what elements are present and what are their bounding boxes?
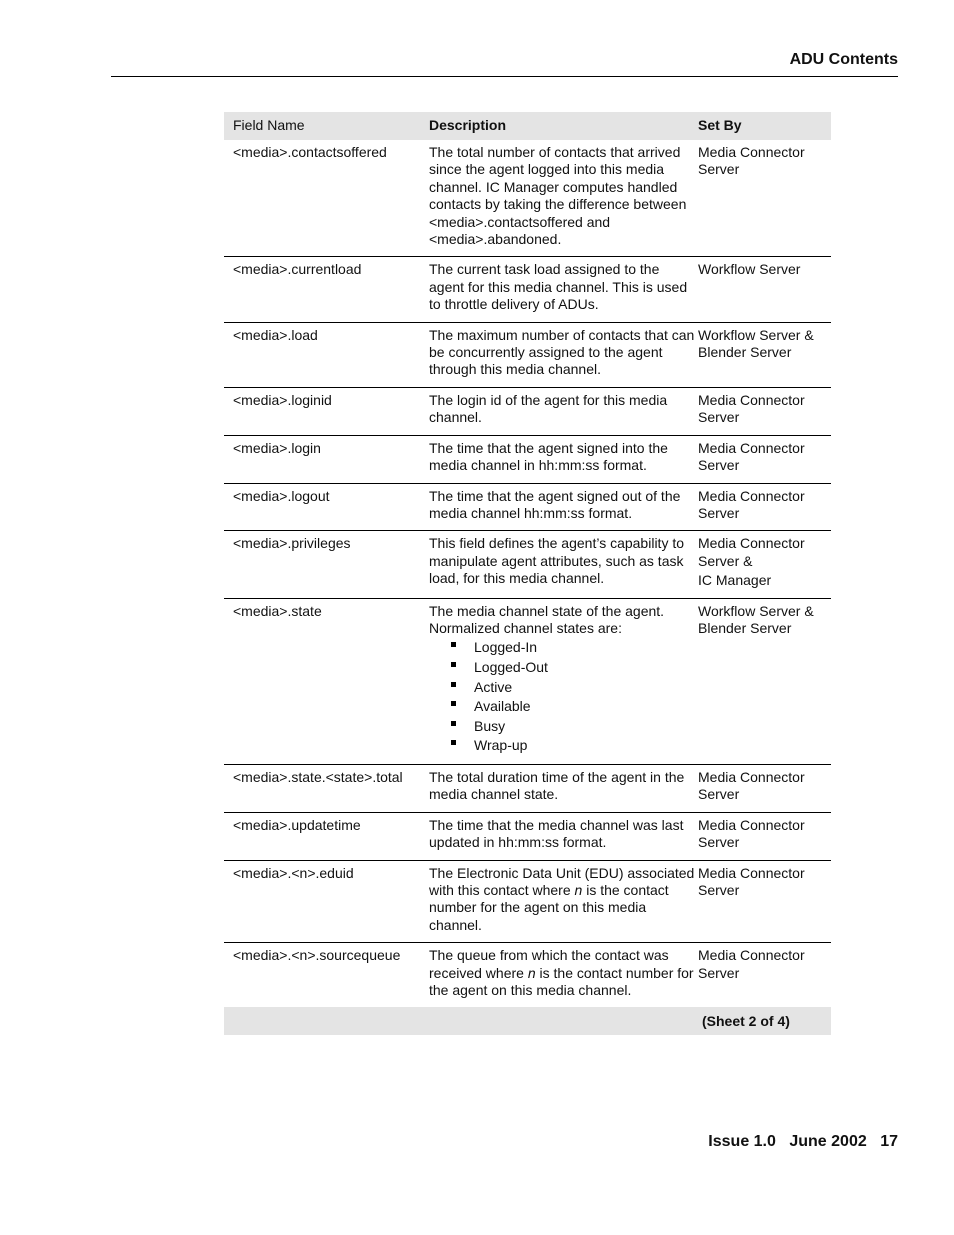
table-row: [224, 257, 831, 322]
column-header-set-by: Set By: [698, 112, 831, 140]
table-row: [224, 812, 831, 860]
list-item: Logged-In: [451, 638, 698, 658]
set-by-cell: Media Connector Server: [698, 483, 831, 531]
set-by-cell: Media Connector Server: [698, 812, 831, 860]
description-cell: [429, 598, 698, 764]
issue-label: Issue 1.0: [708, 1133, 776, 1150]
header-rule: [111, 76, 898, 77]
field-name-cell: <media>.contactsoffered: [224, 140, 429, 257]
description-cell: The current task load assigned to the agent for this media channel. This is used to throttle delivery of ADUs.: [429, 257, 698, 322]
description-cell: This field defines the agent’s capability to manipulate agent attributes, such as task load, for this media channel.: [429, 531, 698, 598]
set-by-line: Media Connector Server &: [698, 535, 805, 569]
list-item: Busy: [451, 717, 698, 737]
list-item: Active: [451, 678, 698, 698]
table-row: [224, 322, 831, 387]
footer-spacer: [224, 1007, 429, 1035]
field-name-cell: <media>.currentload: [224, 257, 429, 322]
set-by-cell: [698, 531, 831, 598]
field-name-cell: <media>.loginid: [224, 387, 429, 435]
field-name-cell: <media>.privileges: [224, 531, 429, 598]
table-header-row: [224, 112, 831, 140]
field-name-cell: <media>.login: [224, 435, 429, 483]
set-by-cell: Media Connector Server: [698, 140, 831, 257]
description-cell: The time that the media channel was last updated in hh:mm:ss format.: [429, 812, 698, 860]
table-row: [224, 435, 831, 483]
description-text: is the contact number for the agent on this media channel.: [429, 881, 669, 933]
variable-n: n: [574, 881, 583, 898]
description-cell: The time that the agent signed into the media channel in hh:mm:ss format.: [429, 435, 698, 483]
issue-date: June 2002: [789, 1133, 867, 1150]
table-row: [224, 483, 831, 531]
description-text: The media channel state of the agent. Normalized channel states are:: [429, 602, 665, 636]
list-item: Wrap-up: [451, 736, 698, 756]
list-item: Logged-Out: [451, 658, 698, 678]
set-by-cell: Media Connector Server: [698, 764, 831, 812]
column-header-description: Description: [429, 112, 698, 140]
page-number: 17: [880, 1133, 898, 1150]
description-cell: The time that the agent signed out of the media channel hh:mm:ss format.: [429, 483, 698, 531]
description-cell: The total number of contacts that arrived since the agent logged into this media channel. IC Manager computes handled contacts by taking the difference between <media>.contactsoffered and <media>.abandoned.: [429, 140, 698, 257]
channel-states-list: [429, 638, 698, 756]
column-header-field-name: Field Name: [224, 112, 429, 140]
description-cell: The total duration time of the agent in the media channel state.: [429, 764, 698, 812]
description-cell: The login id of the agent for this media channel.: [429, 387, 698, 435]
field-name-cell: <media>.state: [224, 598, 429, 764]
description-text: The queue from which the contact was received where: [429, 947, 669, 981]
field-name-cell: <media>.logout: [224, 483, 429, 531]
set-by-cell: Workflow Server & Blender Server: [698, 598, 831, 764]
variable-n: n: [527, 964, 536, 981]
description-cell: The maximum number of contacts that can be concurrently assigned to the agent through this media channel.: [429, 322, 698, 387]
field-name-cell: <media>.<n>.eduid: [224, 860, 429, 943]
adu-fields-table: [224, 112, 831, 1035]
set-by-line: IC Manager: [698, 572, 772, 589]
set-by-cell: Workflow Server & Blender Server: [698, 322, 831, 387]
table-row: [224, 598, 831, 764]
table-row: [224, 387, 831, 435]
description-text: is the contact number for the agent on this media channel.: [429, 964, 694, 998]
description-text: The Electronic Data Unit (EDU) associated with this contact where: [429, 864, 695, 898]
page-footer: [708, 1133, 898, 1151]
footer-spacer: [429, 1007, 698, 1035]
table-row: [224, 140, 831, 257]
description-cell: [429, 943, 698, 1008]
field-name-cell: <media>.<n>.sourcequeue: [233, 947, 401, 964]
set-by-cell: Media Connector Server: [698, 435, 831, 483]
list-item: Available: [451, 697, 698, 717]
sheet-indicator: (Sheet 2 of 4): [698, 1007, 831, 1035]
table-row: [224, 860, 831, 943]
table-row: [224, 531, 831, 598]
set-by-cell: Media Connector Server: [698, 947, 805, 981]
field-name-cell: <media>.state.<state>.total: [224, 764, 429, 812]
table-footer-row: [224, 1007, 831, 1035]
set-by-cell: Media Connector Server: [698, 387, 831, 435]
running-head-title: ADU Contents: [789, 51, 898, 68]
table-row: [224, 943, 831, 1008]
description-cell: [429, 860, 698, 943]
set-by-cell: Media Connector Server: [698, 860, 831, 943]
field-name-cell: <media>.load: [224, 322, 429, 387]
table-row: [224, 764, 831, 812]
set-by-cell: Workflow Server: [698, 257, 831, 322]
field-name-cell: <media>.updatetime: [224, 812, 429, 860]
